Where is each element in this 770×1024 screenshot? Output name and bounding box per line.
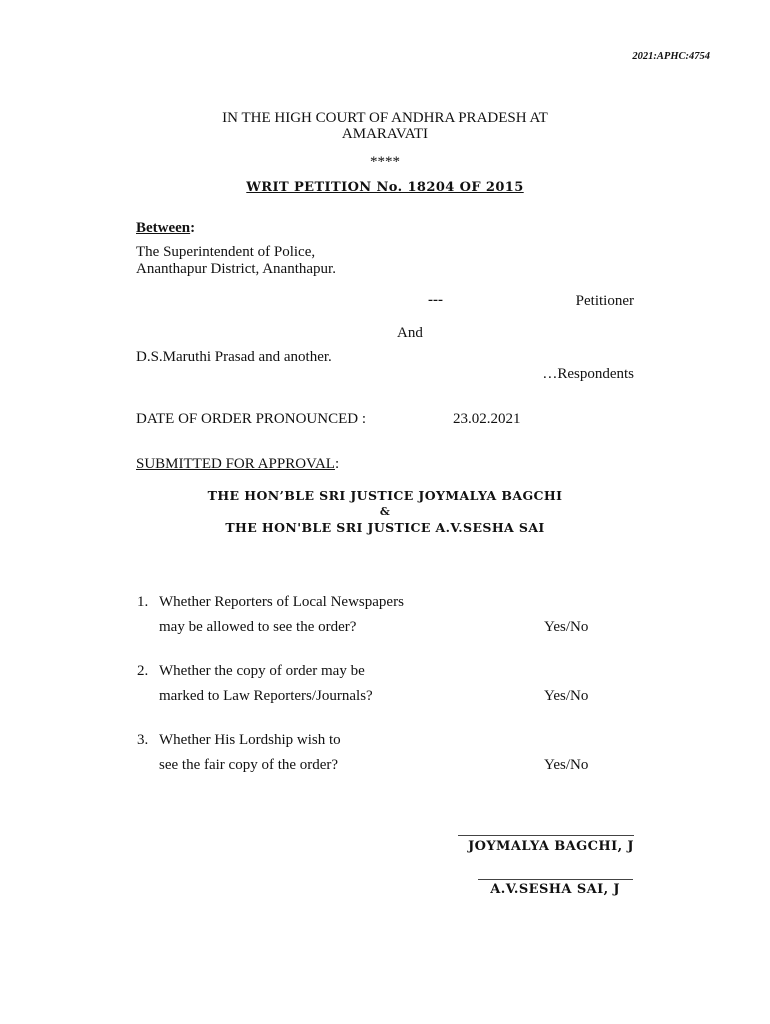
question-text-line1: Whether His Lordship wish to <box>159 732 341 748</box>
signature-name-1: JOYMALYA BAGCHI, J <box>468 839 634 854</box>
question-answer: Yes/No <box>544 688 589 704</box>
question-answer: Yes/No <box>544 619 589 635</box>
petitioner-role: Petitioner <box>575 293 634 309</box>
between-heading <box>136 220 195 237</box>
question-text-line2: may be allowed to see the order? <box>159 619 357 635</box>
between-colon: : <box>190 220 196 236</box>
respondent-name: D.S.Maruthi Prasad and another. <box>136 349 332 365</box>
petitioner-line1: The Superintendent of Police, <box>136 244 316 260</box>
signature-line-1 <box>458 835 634 836</box>
court-heading-stars: **** <box>370 154 400 170</box>
petitioner-line2: Ananthapur District, Ananthapur. <box>136 261 336 277</box>
court-heading-line1: IN THE HIGH COURT OF ANDHRA PRADESH AT <box>222 110 548 126</box>
question-text-line2: see the fair copy of the order? <box>159 757 339 773</box>
petitioner-dash: --- <box>428 292 443 308</box>
question-text-line1: Whether Reporters of Local Newspapers <box>159 594 404 610</box>
order-date-value: 23.02.2021 <box>453 411 521 427</box>
case-title: WRIT PETITION No. 18204 OF 2015 <box>246 180 524 195</box>
submitted-colon: : <box>334 456 340 472</box>
question-number: 1. <box>137 594 149 610</box>
question-text-line2: marked to Law Reporters/Journals? <box>159 688 373 704</box>
between-label: Between <box>136 220 191 236</box>
bench-judge-1: THE HON’BLE SRI JUSTICE JOYMALYA BAGCHI <box>207 488 563 503</box>
question-number: 2. <box>137 663 149 679</box>
bench-ampersand: & <box>379 505 391 518</box>
bench-judge-2: THE HON'BLE SRI JUSTICE A.V.SESHA SAI <box>225 520 545 535</box>
submitted-label: SUBMITTED FOR APPROVAL <box>136 456 335 472</box>
and-separator: And <box>397 325 423 341</box>
question-text-line1: Whether the copy of order may be <box>159 663 365 679</box>
citation: 2021:APHC:4754 <box>632 51 710 62</box>
submitted-heading <box>136 456 339 473</box>
signature-name-2: A.V.SESHA SAI, J <box>490 882 620 897</box>
signature-line-2 <box>478 879 633 880</box>
question-number: 3. <box>137 732 149 748</box>
question-answer: Yes/No <box>544 757 589 773</box>
order-date-label: DATE OF ORDER PRONOUNCED : <box>136 411 367 427</box>
respondent-role: …Respondents <box>542 366 634 382</box>
court-heading-line2: AMARAVATI <box>341 126 429 142</box>
